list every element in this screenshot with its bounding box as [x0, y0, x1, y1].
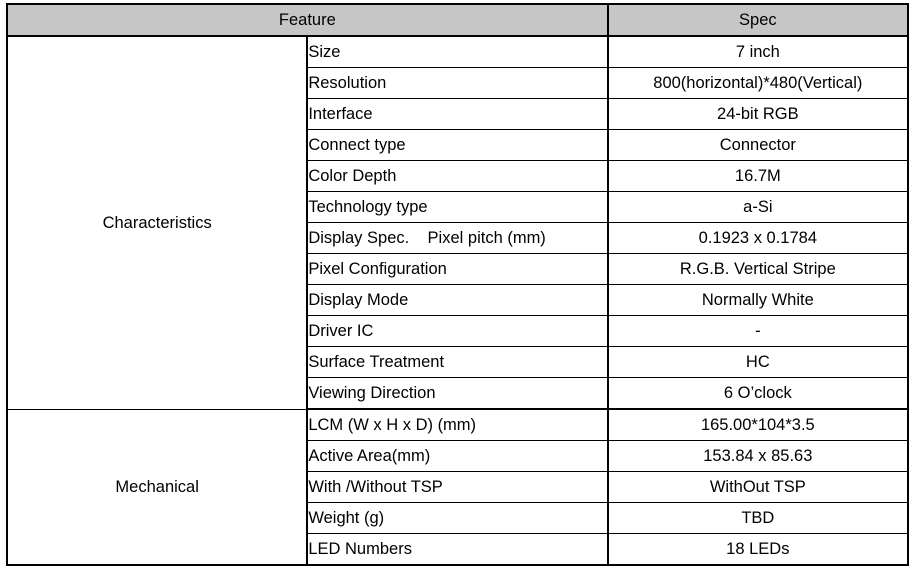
spec-cell: Connector — [608, 130, 908, 161]
spec-cell: HC — [608, 347, 908, 378]
spec-cell: WithOut TSP — [608, 472, 908, 503]
spec-cell: - — [608, 316, 908, 347]
spec-cell: 800(horizontal)*480(Vertical) — [608, 68, 908, 99]
spec-cell: 18 LEDs — [608, 534, 908, 566]
feature-cell: Driver IC — [307, 316, 607, 347]
spec-cell: a-Si — [608, 192, 908, 223]
feature-cell: Resolution — [307, 68, 607, 99]
feature-cell: Surface Treatment — [307, 347, 607, 378]
group-label-mechanical: Mechanical — [7, 409, 307, 565]
feature-cell: Weight (g) — [307, 503, 607, 534]
group-label-characteristics: Characteristics — [7, 36, 307, 409]
feature-cell: With /Without TSP — [307, 472, 607, 503]
table-row — [7, 409, 908, 441]
spec-cell: 24-bit RGB — [608, 99, 908, 130]
column-header-feature: Feature — [7, 4, 608, 36]
feature-cell: LCM (W x H x D) (mm) — [307, 409, 607, 441]
feature-cell: LED Numbers — [307, 534, 607, 566]
spec-cell: 7 inch — [608, 36, 908, 68]
feature-cell: Color Depth — [307, 161, 607, 192]
feature-cell: Size — [307, 36, 607, 68]
feature-cell: Display Mode — [307, 285, 607, 316]
feature-cell: Connect type — [307, 130, 607, 161]
spec-cell: 0.1923 x 0.1784 — [608, 223, 908, 254]
table-header-row — [7, 4, 908, 36]
feature-cell: Viewing Direction — [307, 378, 607, 410]
feature-cell: Display Spec. Pixel pitch (mm) — [307, 223, 607, 254]
feature-cell: Technology type — [307, 192, 607, 223]
table-row — [7, 36, 908, 68]
feature-cell: Pixel Configuration — [307, 254, 607, 285]
table-body — [7, 36, 908, 565]
spec-cell: 153.84 x 85.63 — [608, 441, 908, 472]
column-header-spec: Spec — [608, 4, 908, 36]
spec-cell: R.G.B. Vertical Stripe — [608, 254, 908, 285]
specification-table — [6, 3, 909, 566]
feature-cell: Interface — [307, 99, 607, 130]
feature-cell: Active Area(mm) — [307, 441, 607, 472]
spec-cell: 165.00*104*3.5 — [608, 409, 908, 441]
spec-cell: 16.7M — [608, 161, 908, 192]
table-head — [7, 4, 908, 36]
spec-cell: TBD — [608, 503, 908, 534]
spec-cell: 6 O’clock — [608, 378, 908, 410]
spec-cell: Normally White — [608, 285, 908, 316]
